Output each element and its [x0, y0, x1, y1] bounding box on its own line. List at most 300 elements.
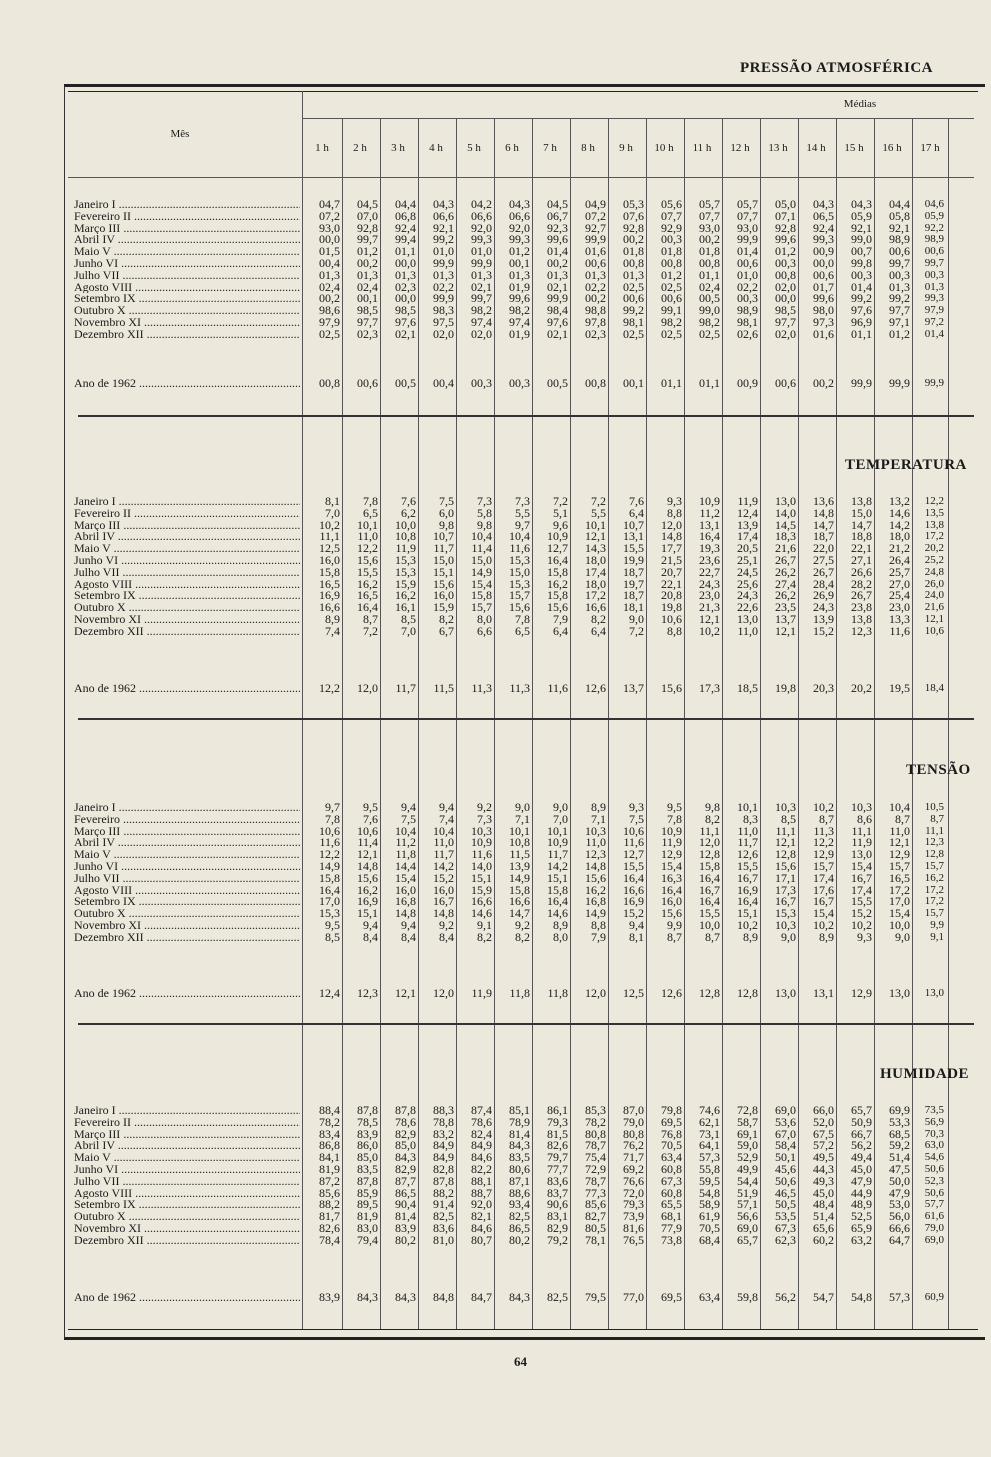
table-cell: 67,3	[661, 1173, 682, 1188]
table-cell: 76,8	[661, 1126, 682, 1141]
table-cell: 7,3	[515, 494, 530, 508]
table-cell: 16,0	[661, 894, 682, 909]
column-divider	[418, 118, 419, 1329]
table-cell: 44,3	[813, 1162, 834, 1176]
table-cell: 10,9	[699, 494, 720, 508]
table-cell: 8,9	[325, 612, 340, 626]
table-cell: 11,9	[471, 986, 492, 1000]
table-cell: 15,4	[813, 906, 834, 921]
row-label: Maio V .....	[74, 542, 300, 554]
table-cell: 14,0	[775, 505, 796, 520]
table-cell: 9,5	[667, 800, 682, 814]
table-cell: 92,7	[585, 220, 606, 235]
table-cell: 13,8	[851, 494, 872, 508]
table-cell: 21,6	[775, 541, 796, 556]
table-cell: 53,3	[889, 1114, 910, 1129]
table-cell: 88,2	[433, 1185, 454, 1200]
table-cell: 26,6	[851, 564, 872, 579]
table-cell: 78,4	[319, 1232, 340, 1247]
table-cell: 18,8	[851, 529, 872, 544]
table-cell: 15,6	[661, 906, 682, 921]
table-cell: 00,0	[775, 291, 796, 306]
table-cell: 16,2	[547, 576, 568, 591]
row-label: Janeiro I .....	[74, 801, 300, 813]
table-cell: 16,8	[585, 894, 606, 909]
table-cell: 00,0	[319, 232, 340, 247]
section-separator	[78, 1023, 974, 1025]
section-separator	[78, 718, 974, 720]
table-cell: 7,1	[515, 811, 530, 826]
row-label: Outubro X .....	[74, 1210, 300, 1222]
table-cell: 87,0	[623, 1103, 644, 1117]
table-cell: 9,0	[781, 929, 796, 944]
table-cell: 47,9	[889, 1185, 910, 1200]
table-cell: 97,9	[319, 315, 340, 329]
table-cell: 15,5	[699, 906, 720, 921]
table-cell: 79,0	[924, 1222, 944, 1234]
table-cell: 7,8	[325, 811, 340, 826]
row-label: Dezembro XII .....	[74, 328, 300, 340]
table-cell: 99,9	[471, 256, 492, 270]
table-cell: 65,7	[851, 1103, 872, 1117]
table-cell: 05,9	[924, 209, 944, 222]
table-cell: 14,2	[889, 517, 910, 532]
table-cell: 00,8	[585, 376, 606, 390]
table-cell: 15,4	[889, 906, 910, 921]
table-cell: 80,8	[585, 1126, 606, 1141]
table-cell: 12,2	[357, 541, 378, 556]
row-label: Ano de 1962 .....	[74, 1291, 300, 1303]
table-cell: 83,7	[547, 1185, 568, 1200]
table-cell: 87,4	[471, 1103, 492, 1117]
table-cell: 93,4	[509, 1197, 530, 1212]
table-cell: 16,6	[509, 894, 530, 909]
table-cell: 51,9	[737, 1185, 758, 1200]
table-cell: 01,3	[433, 267, 454, 282]
table-cell: 79,4	[357, 1232, 378, 1247]
row-label: Junho VI .....	[74, 860, 300, 872]
table-cell: 00,6	[585, 256, 606, 270]
table-cell: 01,4	[547, 244, 568, 259]
table-cell: 79,0	[623, 1114, 644, 1129]
table-cell: 7,6	[401, 494, 416, 508]
table-cell: 16,4	[737, 894, 758, 909]
table-cell: 98,2	[509, 303, 530, 318]
table-cell: 53,6	[775, 1114, 796, 1129]
table-cell: 9,7	[325, 800, 340, 814]
hour-column-header: 4 h	[429, 142, 443, 154]
row-label: Janeiro I .....	[74, 198, 300, 210]
table-cell: 72,9	[585, 1162, 606, 1176]
table-cell: 01,1	[699, 267, 720, 282]
table-cell: 13,9	[509, 859, 530, 873]
table-cell: 83,0	[357, 1221, 378, 1235]
table-cell: 14,6	[889, 505, 910, 520]
table-cell: 11,1	[851, 823, 872, 838]
table-cell: 99,7	[924, 257, 944, 269]
table-cell: 04,3	[433, 197, 454, 211]
table-cell: 16,7	[851, 870, 872, 885]
table-cell: 57,7	[924, 1198, 944, 1211]
table-cell: 98,5	[357, 303, 378, 318]
table-cell: 53,5	[775, 1209, 796, 1224]
table-cell: 9,8	[477, 517, 492, 532]
table-cell: 50,6	[775, 1173, 796, 1188]
table-cell: 69,0	[775, 1103, 796, 1117]
table-cell: 16,7	[775, 894, 796, 909]
section-separator	[78, 415, 974, 417]
table-cell: 9,9	[667, 918, 682, 932]
table-cell: 02,1	[547, 279, 568, 294]
table-cell: 97,1	[889, 315, 910, 329]
table-cell: 81,4	[395, 1209, 416, 1224]
table-cell: 24,5	[737, 564, 758, 579]
table-cell: 01,8	[661, 244, 682, 259]
table-cell: 8,1	[629, 929, 644, 944]
table-cell: 10,0	[395, 517, 416, 532]
table-cell: 19,7	[623, 576, 644, 591]
table-cell: 56,2	[851, 1138, 872, 1153]
table-cell: 8,7	[705, 929, 720, 944]
column-divider	[948, 118, 949, 1329]
table-cell: 11,0	[433, 835, 454, 850]
table-cell: 01,3	[471, 267, 492, 282]
table-cell: 10,8	[395, 529, 416, 544]
table-cell: 7,3	[477, 494, 492, 508]
table-cell: 8,8	[667, 505, 682, 520]
hour-column-header: 9 h	[619, 142, 633, 154]
table-cell: 9,5	[363, 800, 378, 814]
table-cell: 16,5	[319, 576, 340, 591]
table-cell: 16,9	[357, 894, 378, 909]
column-divider	[912, 118, 913, 1329]
table-cell: 14,2	[433, 859, 454, 873]
table-cell: 15,6	[661, 681, 682, 695]
table-cell: 16,5	[889, 870, 910, 885]
table-cell: 11,0	[737, 623, 758, 638]
table-cell: 10,2	[737, 918, 758, 932]
table-cell: 16,2	[924, 871, 944, 884]
table-cell: 18,1	[623, 600, 644, 615]
table-cell: 15,6	[547, 600, 568, 615]
table-cell: 11,6	[547, 681, 568, 695]
table-cell: 57,2	[813, 1138, 834, 1153]
table-cell: 11,4	[471, 541, 492, 556]
table-cell: 12,9	[889, 847, 910, 862]
table-cell: 12,2	[319, 681, 340, 695]
table-cell: 8,2	[705, 811, 720, 826]
table-cell: 59,2	[889, 1138, 910, 1153]
table-cell: 00,6	[661, 291, 682, 306]
table-cell: 7,0	[325, 505, 340, 520]
table-cell: 9,5	[325, 918, 340, 932]
table-cell: 8,7	[930, 812, 944, 825]
table-cell: 06,6	[433, 208, 454, 223]
table-cell: 99,9	[889, 376, 910, 390]
row-label: Setembro IX .....	[74, 292, 300, 304]
table-cell: 99,9	[737, 232, 758, 247]
table-cell: 82,9	[395, 1162, 416, 1176]
table-cell: 7,8	[363, 494, 378, 508]
table-cell: 14,9	[585, 906, 606, 921]
table-cell: 15,2	[851, 906, 872, 921]
table-cell: 01,9	[509, 279, 530, 294]
table-cell: 91,4	[433, 1197, 454, 1212]
table-cell: 92,4	[395, 220, 416, 235]
table-cell: 07,7	[661, 208, 682, 223]
table-cell: 9,2	[439, 918, 454, 932]
table-cell: 21,2	[889, 541, 910, 556]
table-cell: 87,2	[319, 1173, 340, 1188]
table-cell: 54,8	[699, 1185, 720, 1200]
table-cell: 85,9	[357, 1185, 378, 1200]
column-divider	[760, 118, 761, 1329]
table-cell: 15,1	[547, 870, 568, 885]
table-cell: 54,8	[851, 1290, 872, 1304]
table-cell: 01,3	[547, 267, 568, 282]
table-cell: 83,5	[357, 1162, 378, 1176]
table-cell: 00,6	[775, 376, 796, 390]
table-cell: 68,4	[699, 1232, 720, 1247]
row-label: Março III .....	[74, 222, 300, 234]
table-cell: 11,1	[319, 529, 340, 544]
table-cell: 17,7	[661, 541, 682, 556]
table-cell: 99,3	[924, 292, 944, 305]
table-cell: 11,7	[395, 681, 416, 695]
row-label: Dezembro XII .....	[74, 625, 300, 637]
table-cell: 77,9	[661, 1221, 682, 1235]
table-cell: 6,0	[439, 505, 454, 520]
table-cell: 14,9	[319, 859, 340, 873]
table-cell: 17,4	[851, 882, 872, 897]
table-cell: 16,6	[319, 600, 340, 615]
table-cell: 98,9	[924, 233, 944, 246]
table-cell: 81,7	[319, 1209, 340, 1224]
table-cell: 99,2	[433, 232, 454, 247]
table-cell: 69,5	[661, 1114, 682, 1129]
table-cell: 59,8	[737, 1290, 758, 1304]
table-cell: 02,3	[357, 326, 378, 341]
column-divider	[494, 118, 495, 1329]
table-cell: 20,2	[851, 681, 872, 695]
table-cell: 68,5	[889, 1126, 910, 1141]
table-cell: 11,4	[357, 835, 378, 850]
table-cell: 23,8	[851, 600, 872, 615]
table-cell: 8,7	[363, 612, 378, 626]
table-cell: 88,4	[319, 1103, 340, 1117]
table-cell: 10,0	[699, 918, 720, 932]
table-cell: 59,0	[737, 1138, 758, 1153]
table-cell: 25,7	[889, 564, 910, 579]
table-cell: 8,4	[401, 929, 416, 944]
table-cell: 15,3	[775, 906, 796, 921]
table-cell: 70,3	[924, 1127, 944, 1140]
table-cell: 52,9	[737, 1150, 758, 1165]
table-cell: 12,6	[737, 847, 758, 862]
table-cell: 00,2	[319, 291, 340, 306]
table-cell: 73,1	[699, 1126, 720, 1141]
table-cell: 84,7	[471, 1290, 492, 1304]
table-cell: 13,8	[851, 612, 872, 626]
table-cell: 7,0	[553, 811, 568, 826]
table-cell: 53,0	[889, 1197, 910, 1212]
table-cell: 92,1	[433, 220, 454, 235]
table-cell: 79,2	[547, 1232, 568, 1247]
table-cell: 9,0	[515, 800, 530, 814]
table-cell: 01,2	[889, 326, 910, 341]
table-cell: 69,2	[623, 1162, 644, 1176]
table-cell: 28,2	[851, 576, 872, 591]
table-cell: 92,1	[851, 220, 872, 235]
row-label: Junho VI .....	[74, 257, 300, 269]
table-cell: 77,3	[585, 1185, 606, 1200]
table-cell: 12,4	[319, 986, 340, 1000]
column-divider	[722, 118, 723, 1329]
table-cell: 65,9	[851, 1221, 872, 1235]
table-cell: 11,2	[699, 505, 720, 520]
table-cell: 15,0	[471, 553, 492, 567]
table-cell: 00,3	[775, 256, 796, 270]
table-cell: 9,8	[439, 517, 454, 532]
medias-header: Médias	[843, 98, 877, 110]
table-cell: 10,4	[889, 800, 910, 814]
table-cell: 00,2	[699, 232, 720, 247]
table-cell: 66,7	[851, 1126, 872, 1141]
table-cell: 12,0	[585, 986, 606, 1000]
table-cell: 00,4	[319, 256, 340, 270]
table-cell: 11,6	[889, 623, 910, 638]
table-cell: 50,6	[924, 1163, 944, 1175]
table-cell: 44,9	[851, 1185, 872, 1200]
table-cell: 77,7	[547, 1162, 568, 1176]
table-cell: 16,7	[737, 870, 758, 885]
row-label: Ano de 1962 .....	[74, 682, 300, 694]
table-cell: 6,4	[629, 505, 644, 520]
table-cell: 02,4	[699, 279, 720, 294]
table-cell: 98,5	[395, 303, 416, 318]
table-cell: 62,3	[775, 1232, 796, 1247]
table-cell: 49,4	[851, 1150, 872, 1165]
table-cell: 99,8	[851, 256, 872, 270]
table-cell: 26,2	[775, 588, 796, 603]
table-cell: 04,2	[471, 197, 492, 211]
table-cell: 07,1	[775, 208, 796, 223]
table-cell: 10,9	[547, 529, 568, 544]
table-cell: 8,2	[477, 929, 492, 944]
table-cell: 12,3	[924, 836, 944, 849]
table-cell: 07,6	[623, 208, 644, 223]
table-cell: 8,5	[781, 811, 796, 826]
table-cell: 16,4	[547, 894, 568, 909]
row-label: Dezembro XII .....	[74, 1234, 300, 1246]
table-cell: 98,5	[775, 303, 796, 318]
table-cell: 14,6	[547, 906, 568, 921]
table-cell: 01,1	[395, 244, 416, 259]
table-cell: 83,6	[547, 1173, 568, 1188]
table-cell: 58,9	[699, 1197, 720, 1212]
table-cell: 15,3	[509, 576, 530, 591]
row-label: Novembro XI .....	[74, 316, 300, 328]
table-bottom-rule	[68, 1329, 978, 1330]
table-cell: 13,0	[775, 494, 796, 508]
table-cell: 7,0	[401, 623, 416, 638]
table-cell: 11,9	[395, 541, 416, 556]
table-cell: 01,0	[433, 244, 454, 259]
table-cell: 86,0	[357, 1138, 378, 1153]
table-cell: 00,3	[889, 267, 910, 282]
table-cell: 11,2	[395, 835, 416, 850]
table-cell: 00,6	[813, 267, 834, 282]
table-cell: 26,7	[851, 588, 872, 603]
table-cell: 15,6	[433, 576, 454, 591]
table-cell: 17,2	[924, 530, 944, 543]
table-cell: 27,1	[851, 553, 872, 567]
row-label: Agosto VIII .....	[74, 884, 300, 896]
table-cell: 56,6	[737, 1209, 758, 1224]
table-cell: 7,2	[629, 623, 644, 638]
table-cell: 07,7	[737, 208, 758, 223]
table-cell: 01,2	[509, 244, 530, 259]
table-cell: 07,2	[585, 208, 606, 223]
table-cell: 99,6	[775, 232, 796, 247]
hour-column-header: 12 h	[730, 142, 750, 154]
table-cell: 98,1	[737, 315, 758, 329]
table-cell: 99,9	[924, 377, 944, 389]
row-label: Ano de 1962 .....	[74, 987, 300, 999]
table-cell: 81,5	[547, 1126, 568, 1141]
table-cell: 16,9	[737, 882, 758, 897]
table-cell: 98,6	[319, 303, 340, 318]
table-cell: 47,5	[889, 1162, 910, 1176]
table-cell: 10,4	[509, 529, 530, 544]
row-label: Setembro IX .....	[74, 589, 300, 601]
table-cell: 00,5	[395, 376, 416, 390]
table-cell: 04,3	[851, 197, 872, 211]
table-cell: 54,6	[924, 1151, 944, 1164]
table-cell: 8,9	[743, 929, 758, 944]
table-cell: 8,5	[325, 929, 340, 944]
table-cell: 19,3	[699, 541, 720, 556]
table-cell: 8,2	[591, 612, 606, 626]
table-cell: 06,5	[813, 208, 834, 223]
table-cell: 16,4	[661, 882, 682, 897]
table-cell: 85,0	[395, 1138, 416, 1153]
table-cell: 82,4	[471, 1126, 492, 1141]
table-cell: 98,0	[813, 303, 834, 318]
table-cell: 16,4	[547, 553, 568, 567]
table-cell: 17,2	[924, 883, 944, 896]
table-cell: 13,0	[737, 612, 758, 626]
table-cell: 06,8	[395, 208, 416, 223]
row-label: Julho VII .....	[74, 566, 300, 578]
table-cell: 11,5	[433, 681, 454, 695]
table-cell: 14,8	[433, 906, 454, 921]
table-cell: 10,6	[357, 823, 378, 838]
table-cell: 14,8	[395, 906, 416, 921]
table-cell: 98,2	[699, 315, 720, 329]
table-cell: 16,4	[699, 870, 720, 885]
table-cell: 7,4	[439, 811, 454, 826]
table-cell: 9,0	[895, 929, 910, 944]
table-cell: 9,7	[515, 517, 530, 532]
table-cell: 17,4	[585, 564, 606, 579]
table-cell: 7,5	[439, 494, 454, 508]
table-cell: 13,0	[851, 847, 872, 862]
table-cell: 15,2	[813, 623, 834, 638]
table-cell: 15,3	[319, 906, 340, 921]
table-cell: 72,8	[737, 1103, 758, 1117]
table-cell: 83,9	[395, 1221, 416, 1235]
